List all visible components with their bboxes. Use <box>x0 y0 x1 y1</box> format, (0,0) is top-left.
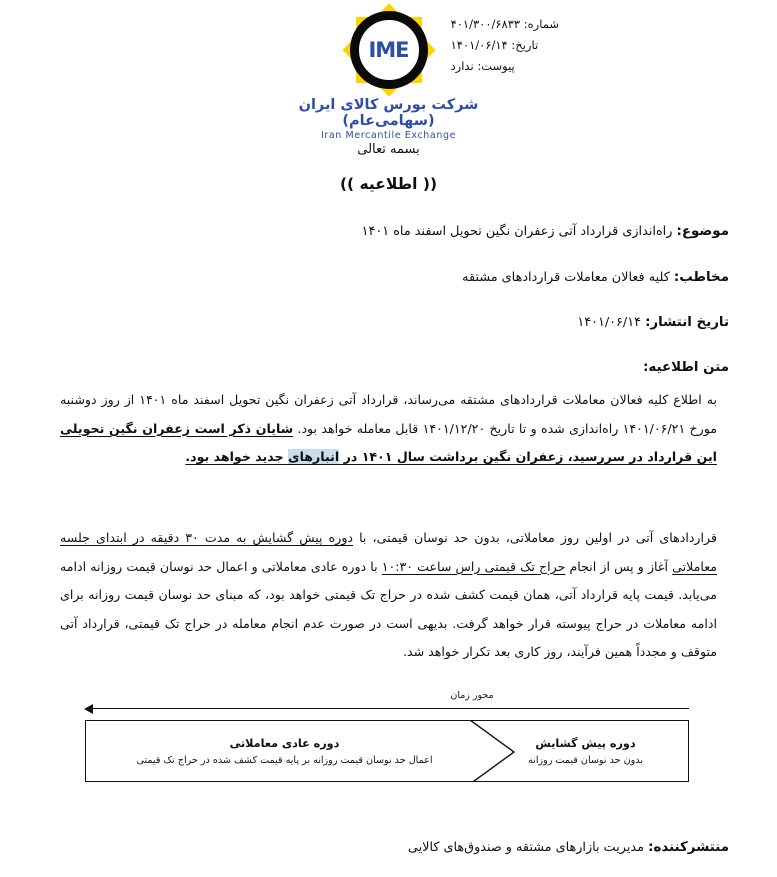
body-paragraph-2 <box>60 524 717 667</box>
timeline-axis-label: محور زمان <box>450 690 494 701</box>
p1-text-bold-2: جدید خواهد بود. <box>185 449 289 464</box>
p1-text-highlighted: انبارهای <box>288 449 340 464</box>
timeline-figure <box>85 690 689 782</box>
ime-logo-icon <box>347 8 431 92</box>
publisher-line <box>48 840 729 855</box>
p1-text-plain: به اطلاع کلیه فعالان معاملات قراردادهای مشتقه می‌رساند، قرارداد آتی زعفران نگین تحویل اسفند ماه ۱۴۰۱ از روز دوشنبه مورخ ۱۴۰۱/۰۶/۲۱ راه‌اندازی شده و تا تاریخ ۱۴۰۱/۱۲/۲۰ قابل معامله خواهد بود. <box>60 392 717 436</box>
meta-label-date: تاریخ: <box>511 38 539 52</box>
meta-label-number: شماره: <box>523 17 559 31</box>
p1-text-bold-1: شایان ذکر است زعفران نگین تحویلی این قرارداد در سررسید، زعفران نگین برداشت سال ۱۴۰۱ در <box>60 420 717 464</box>
timeline-arrow-icon <box>84 704 93 714</box>
field-subject-label: موضوع: <box>676 224 729 239</box>
field-publish-date <box>48 313 729 333</box>
timeline-axis <box>85 704 689 714</box>
field-audience-label: مخاطب: <box>673 270 729 285</box>
field-publish-date-label: تاریخ انتشار: <box>645 315 729 330</box>
logo-letters: IME <box>368 38 409 62</box>
field-subject-value: راه‌اندازی قرارداد آتی زعفران نگین تحویل اسفند ماه ۱۴۰۱ <box>361 224 673 239</box>
field-subject <box>48 222 729 242</box>
meta-label-attachment: پیوست: <box>477 59 515 73</box>
basmala-text: بسمه تعالی <box>357 142 420 157</box>
p2-text-part-1: قراردادهای آتی در اولین روز معاملاتی، بدون حد نوسان قیمتی، با <box>353 530 717 545</box>
meta-value-attachment: ندارد <box>450 59 474 73</box>
timeline-segment-normal-session <box>86 721 483 781</box>
meta-value-date: ۱۴۰۱/۰۶/۱۴ <box>450 38 508 52</box>
pre-open-subtitle: بدون حد نوسان قیمت روزانه <box>528 754 644 766</box>
field-audience-value: کلیه فعالان معاملات قراردادهای مشتقه <box>462 270 670 285</box>
field-publish-date-value: ۱۴۰۱/۰۶/۱۴ <box>577 315 641 330</box>
p2-text-underline-1: دوره پیش گشایش به مدت ۳۰ دقیقه در ابتدای جلسه معاملاتی <box>60 530 718 574</box>
logo-name-en: Iran Mercantile Exchange <box>320 130 457 141</box>
logo-name-fa: شرکت بورس کالای ایران (سهامی‌عام) <box>298 97 479 129</box>
meta-value-number: ۴۰۱/۳۰۰/۶۸۳۳ <box>450 17 521 31</box>
publisher-value: مدیریت بازارهای مشتقه و صندوق‌های کالایی <box>407 840 645 855</box>
normal-session-title: دوره عادی معاملاتی <box>229 736 340 750</box>
timeline-box <box>85 720 689 782</box>
field-audience <box>48 268 729 288</box>
p2-text-part-3: با دوره عادی معاملاتی و اعمال حد نوسان قیمت روزانه ادامه می‌یابد. قیمت پایه قرارداد آتی، همان قیمت کشف شده در حراج تک قیمتی خواهد بود، که مبنای حد نوسان قیمت روزانه برای ادامه معاملات در حراج پیوسته قرار خواهد گرفت. بدیهی است در صورت عدم انجام معامله در حراج تک قیمتی، قرارداد آتی متوقف و مجدداً همین فرآیند، روز کاری بعد تکرار خواهد شد. <box>60 558 717 659</box>
chevron-divider-icon <box>464 720 518 782</box>
field-body-label <box>48 358 729 378</box>
p2-text-underline-2: حراج تک قیمتی راس ساعت ۱۰:۳۰ <box>381 558 566 574</box>
body-paragraph-1 <box>60 386 717 472</box>
publisher-label: منتشرکننده: <box>648 840 729 855</box>
body-section-label: متن اطلاعیه: <box>643 360 729 375</box>
normal-session-subtitle: اعمال حد نوسان قیمت روزانه بر پایه قیمت کشف شده در حراج تک قیمتی <box>136 754 433 766</box>
page-title: (( اطلاعیه )) <box>339 175 438 193</box>
p2-text-part-2: آغاز و پس از انجام <box>565 558 673 574</box>
pre-open-title: دوره پیش گشایش <box>535 736 636 750</box>
organization-logo <box>259 8 519 141</box>
timeline-axis-rule <box>91 708 689 709</box>
